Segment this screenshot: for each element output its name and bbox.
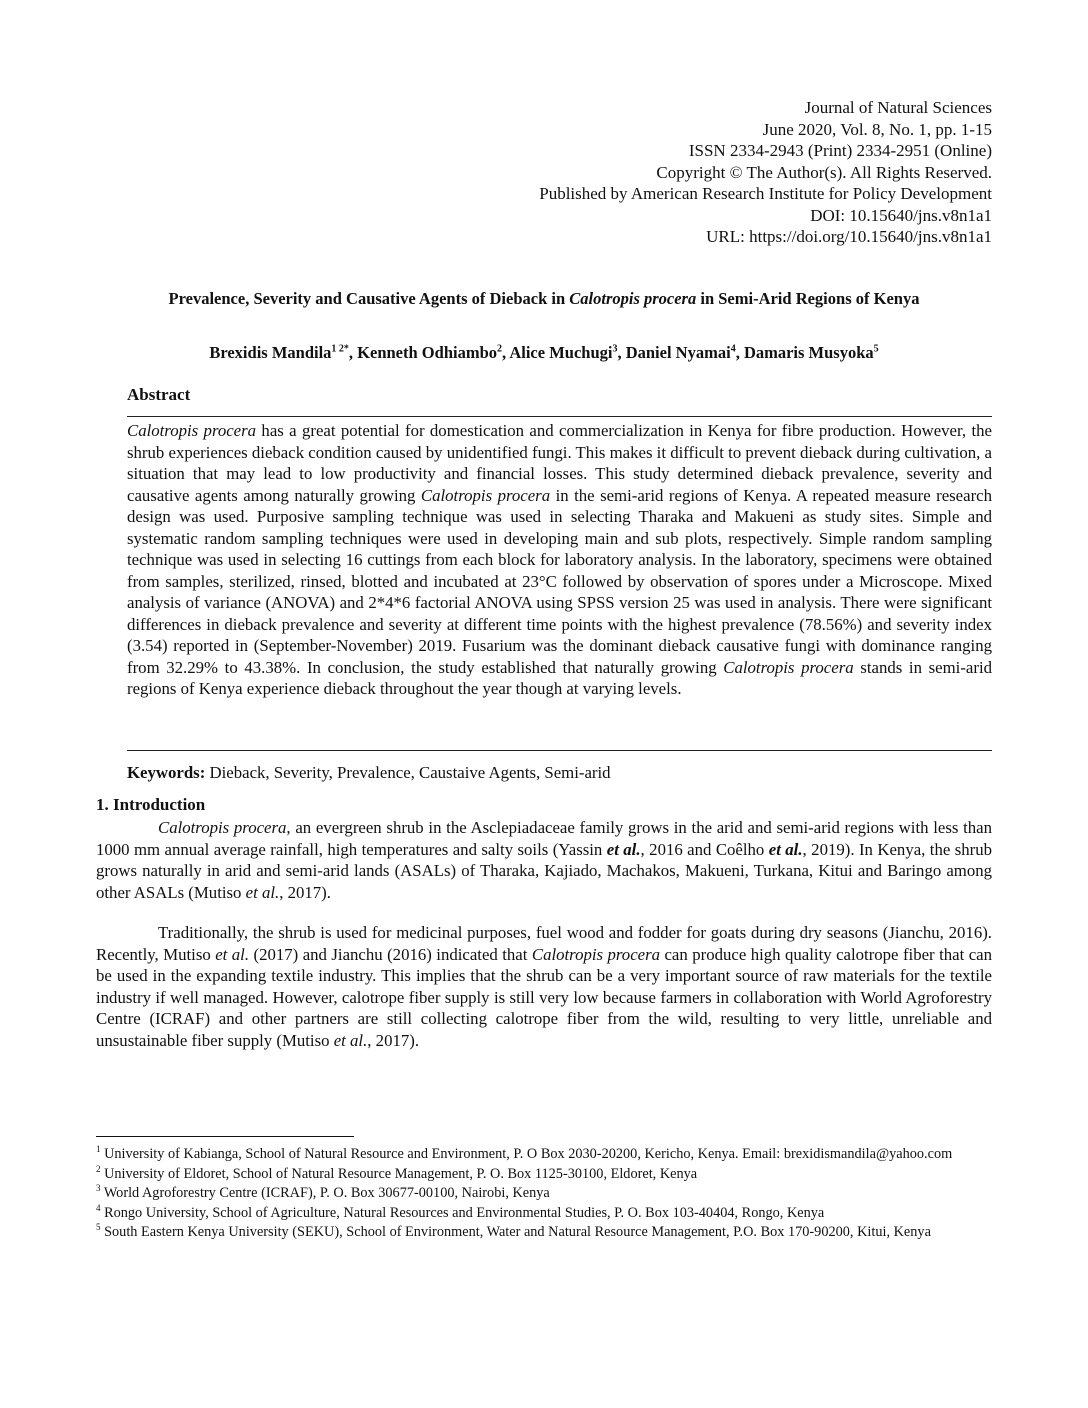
- keywords-text: Dieback, Severity, Prevalence, Caustaive Agents, Semi-arid: [205, 763, 611, 782]
- title-part-1: Prevalence, Severity and Causative Agents of Dieback in: [168, 289, 570, 308]
- section-heading-introduction: 1. Introduction: [96, 795, 206, 814]
- issn: ISSN 2334-2943 (Print) 2334-2951 (Online): [688, 141, 992, 160]
- title-part-2: in Semi-Arid Regions of Kenya: [696, 289, 920, 308]
- abstract-top-rule: [127, 416, 992, 417]
- footnote-rule: [96, 1136, 354, 1137]
- paper-title: [96, 289, 992, 309]
- author: Alice Muchugi$^3$,: [509, 343, 626, 362]
- paragraph: Traditionally, the shrub is used for medicinal purposes, fuel wood and fodder for goats during dry seasons (Jianchu, 2016). Recently, Mutiso et al. (2017) and Jianchu (2016) indicated that Calotropis procera can produce high quality calotrope fiber that can be used in the expanding textile industry. This implies that the shrub can be a very important source of raw materials for the textile industry if well managed. However, calotrope fiber supply is still very low because farmers in collaboration with World Agroforestry Centre (ICRAF) and other partners are still collecting calotrope fiber from the wild, resulting to very little, unreliable and unsustainable fiber supply (Mutiso et al., 2017).: [96, 923, 993, 1050]
- footnote: $^1$ University of Kabianga, School of Natural Resource and Environment, P. O Box 2030-20200, Kericho, Kenya. Email: brexidismandila@yahoo.com: [96, 1144, 953, 1162]
- footnote: $^3$ World Agroforestry Centre (ICRAF), P. O. Box 30677-00100, Nairobi, Kenya: [96, 1183, 550, 1202]
- title-species: Calotropis procera: [569, 289, 697, 308]
- abstract-heading: Abstract: [127, 385, 191, 404]
- issue-info: June 2020, Vol. 8, No. 1, pp. 1-15: [762, 119, 992, 139]
- abstract-body: Calotropis procera has a great potential for domestication and commercialization in Kenya for fibre production. However, the shrub experiences dieback condition caused by unidentified fungi. This makes it difficult to prevent dieback during cultivation, a situation that may lead to low productivity and financial losses. This study determined dieback prevalence, severity and causative agents among naturally growing Calotropis procera in the semi-arid regions of Kenya. A repeated measure research design was used. Purposive sampling technique was used in selecting Tharaka and Makueni as study sites. Simple and systematic random sampling techniques were used in developing main and sub plots, respectively. Simple random sampling technique was used in selecting 16 cuttings from each block for laboratory analysis. In the laboratory, specimens were obtained from samples, sterilized, rinsed, blotted and incubated at 23°C followed by observation of spores under a Microscope. Mixed analysis of variance (ANOVA) and 2*4*6 factorial ANOVA using SPSS version 25 was used in analysis. There were significant differences in dieback prevalence and severity at different time points with the highest prevalence (78.56%) and severity index (3.54) reported in (September-November) 2019. Fusarium was the dominant dieback causative fungi with dominance ranging from 32.29% to 43.38%. In conclusion, the study established that naturally growing Calotropis procera stands in semi-arid regions of Kenya experience dieback throughout the year though at varying levels.: [127, 421, 992, 698]
- introduction-body: [96, 817, 992, 1051]
- journal-name: Journal of Natural Sciences: [804, 98, 992, 117]
- footnote: $^5$ South Eastern Kenya University (SEKU), School of Environment, Water and Natural Resource Management, P.O. Box 170-90200, Kitui, Kenya: [96, 1222, 931, 1241]
- copyright: Copyright © The Author(s). All Rights Reserved.: [656, 162, 992, 182]
- doi: DOI: 10.15640/jns.v8n1a1: [810, 205, 992, 225]
- keywords: [127, 762, 992, 784]
- journal-header: [292, 97, 992, 248]
- url[interactable]: URL: https://doi.org/10.15640/jns.v8n1a1: [706, 227, 992, 246]
- author: Daniel Nyamai$^4$,: [625, 343, 744, 362]
- footnotes: [96, 1145, 996, 1243]
- abstract-bottom-rule: [127, 750, 992, 751]
- author-list: [96, 343, 992, 363]
- footnote: $^4$ Rongo University, School of Agriculture, Natural Resources and Environmental Studies, P. O. Box 103-40404, Rongo, Kenya: [96, 1203, 825, 1221]
- publisher: Published by American Research Institute for Policy Development: [539, 184, 992, 203]
- keywords-label: Keywords:: [127, 763, 206, 782]
- author: Damaris Musyoka$^5$: [743, 343, 879, 362]
- author: Brexidis Mandila$^{1 2*}$,: [209, 343, 358, 362]
- author: Kenneth Odhiambo$^2$,: [357, 343, 510, 362]
- paragraph: Calotropis procera, an evergreen shrub in the Asclepiadaceae family grows in the arid and semi-arid regions with less than 1000 mm annual average rainfall, high temperatures and salty soils (Yassin et al., 2016 and Coêlho et al., 2019). In Kenya, the shrub grows naturally in arid and semi-arid lands (ASALs) of Tharaka, Kajiado, Machakos, Makueni, Turkana, Kitui and Baringo among other ASALs (Mutiso et al., 2017).: [96, 818, 993, 902]
- footnote: $^2$ University of Eldoret, School of Natural Resource Management, P. O. Box 1125-30100, Eldoret, Kenya: [96, 1163, 698, 1182]
